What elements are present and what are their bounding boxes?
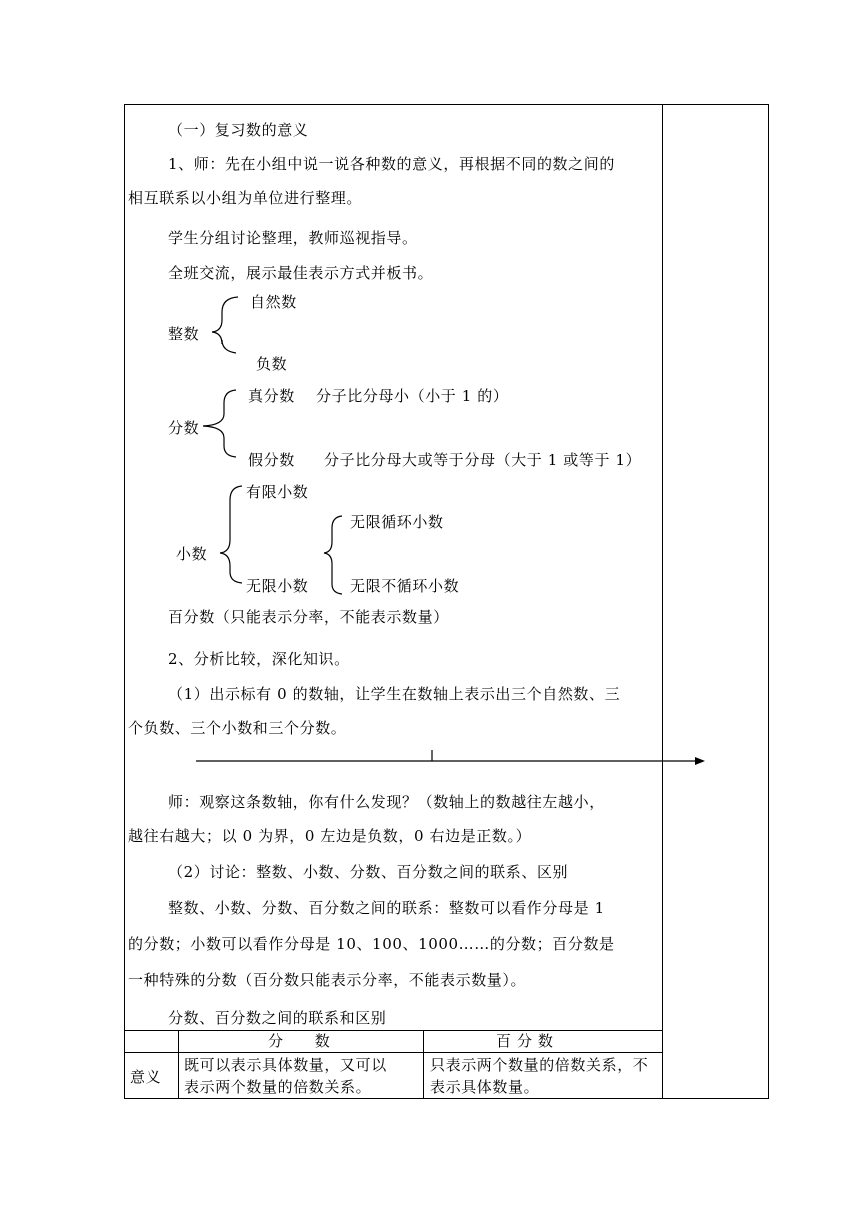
relation-a: 整数、小数、分数、百分数之间的联系：整数可以看作分母是 1: [168, 899, 605, 917]
tree-natural: 自然数: [250, 293, 297, 311]
tree-decimal: 小数: [176, 545, 208, 563]
table-header-fraction: 分 数: [268, 1032, 331, 1050]
percent-line: 百分数（只能表示分率，不能表示数量）: [168, 608, 449, 626]
observe-b: 越往右越大；以 0 为界，0 左边是负数，0 右边是正数。）: [128, 827, 532, 845]
table-percent-b: 表示具体数量。: [430, 1078, 540, 1096]
fraction-brace: [203, 390, 236, 457]
paragraph-3: 全班交流，展示最佳表示方式并板书。: [168, 264, 434, 282]
tree-fraction: 分数: [168, 419, 200, 437]
tree-repeating: 无限循环小数: [350, 513, 444, 531]
relation-b: 的分数；小数可以看作分母是 10、100、1000……的分数；百分数是: [128, 935, 615, 953]
table-top-line: [124, 1030, 662, 1031]
infinite-brace: [324, 516, 342, 594]
number-line-arrow: [695, 757, 705, 765]
observe-a: 师：观察这条数轴，你有什么发现？（数轴上的数越往左越小，: [168, 793, 605, 811]
tree-infinite: 无限小数: [246, 577, 309, 595]
table-header-line: [124, 1052, 662, 1053]
step-2: 2、分析比较，深化知识。: [168, 650, 350, 668]
paragraph-1b: 相互联系以小组为单位进行整理。: [128, 189, 363, 207]
tree-proper: 真分数: [248, 387, 295, 405]
question-1a: （1）出示标有 0 的数轴，让学生在数轴上表示出三个自然数、三: [168, 685, 621, 703]
table-fraction-a: 既可以表示具体数量，又可以: [184, 1056, 387, 1074]
paragraph-1a: 1、师：先在小组中说一说各种数的意义，再根据不同的数之间的: [168, 155, 615, 173]
table-col-1: [178, 1030, 179, 1098]
tree-nonrepeating: 无限不循环小数: [350, 577, 460, 595]
question-1b: 个负数、三个小数和三个分数。: [128, 719, 347, 737]
tree-improper-desc: 分子比分母大或等于分母（大于 1 或等于 1）: [324, 451, 642, 469]
tree-improper: 假分数: [248, 451, 295, 469]
table-percent-a: 只表示两个数量的倍数关系，不: [430, 1056, 649, 1074]
compare-title: 分数、百分数之间的联系和区别: [168, 1009, 387, 1027]
section-heading: （一）复习数的意义: [168, 121, 309, 139]
table-col-2: [423, 1030, 424, 1098]
table-fraction-b: 表示两个数量的倍数关系。: [184, 1078, 372, 1096]
integer-brace: [212, 297, 238, 353]
paragraph-2: 学生分组讨论整理，教师巡视指导。: [168, 229, 418, 247]
tree-finite: 有限小数: [246, 483, 309, 501]
relation-c: 一种特殊的分数（百分数只能表示分率，不能表示数量）。: [128, 971, 527, 989]
tree-integer: 整数: [168, 325, 200, 343]
tree-proper-desc: 分子比分母小（小于 1 的）: [316, 387, 509, 405]
decimal-brace: [220, 486, 242, 583]
table-row-label: 意义: [130, 1068, 162, 1086]
table-header-percent: 百 分 数: [496, 1032, 554, 1050]
tree-negative: 负数: [256, 355, 288, 373]
question-2: （2）讨论：整数、小数、分数、百分数之间的联系、区别: [168, 863, 569, 881]
